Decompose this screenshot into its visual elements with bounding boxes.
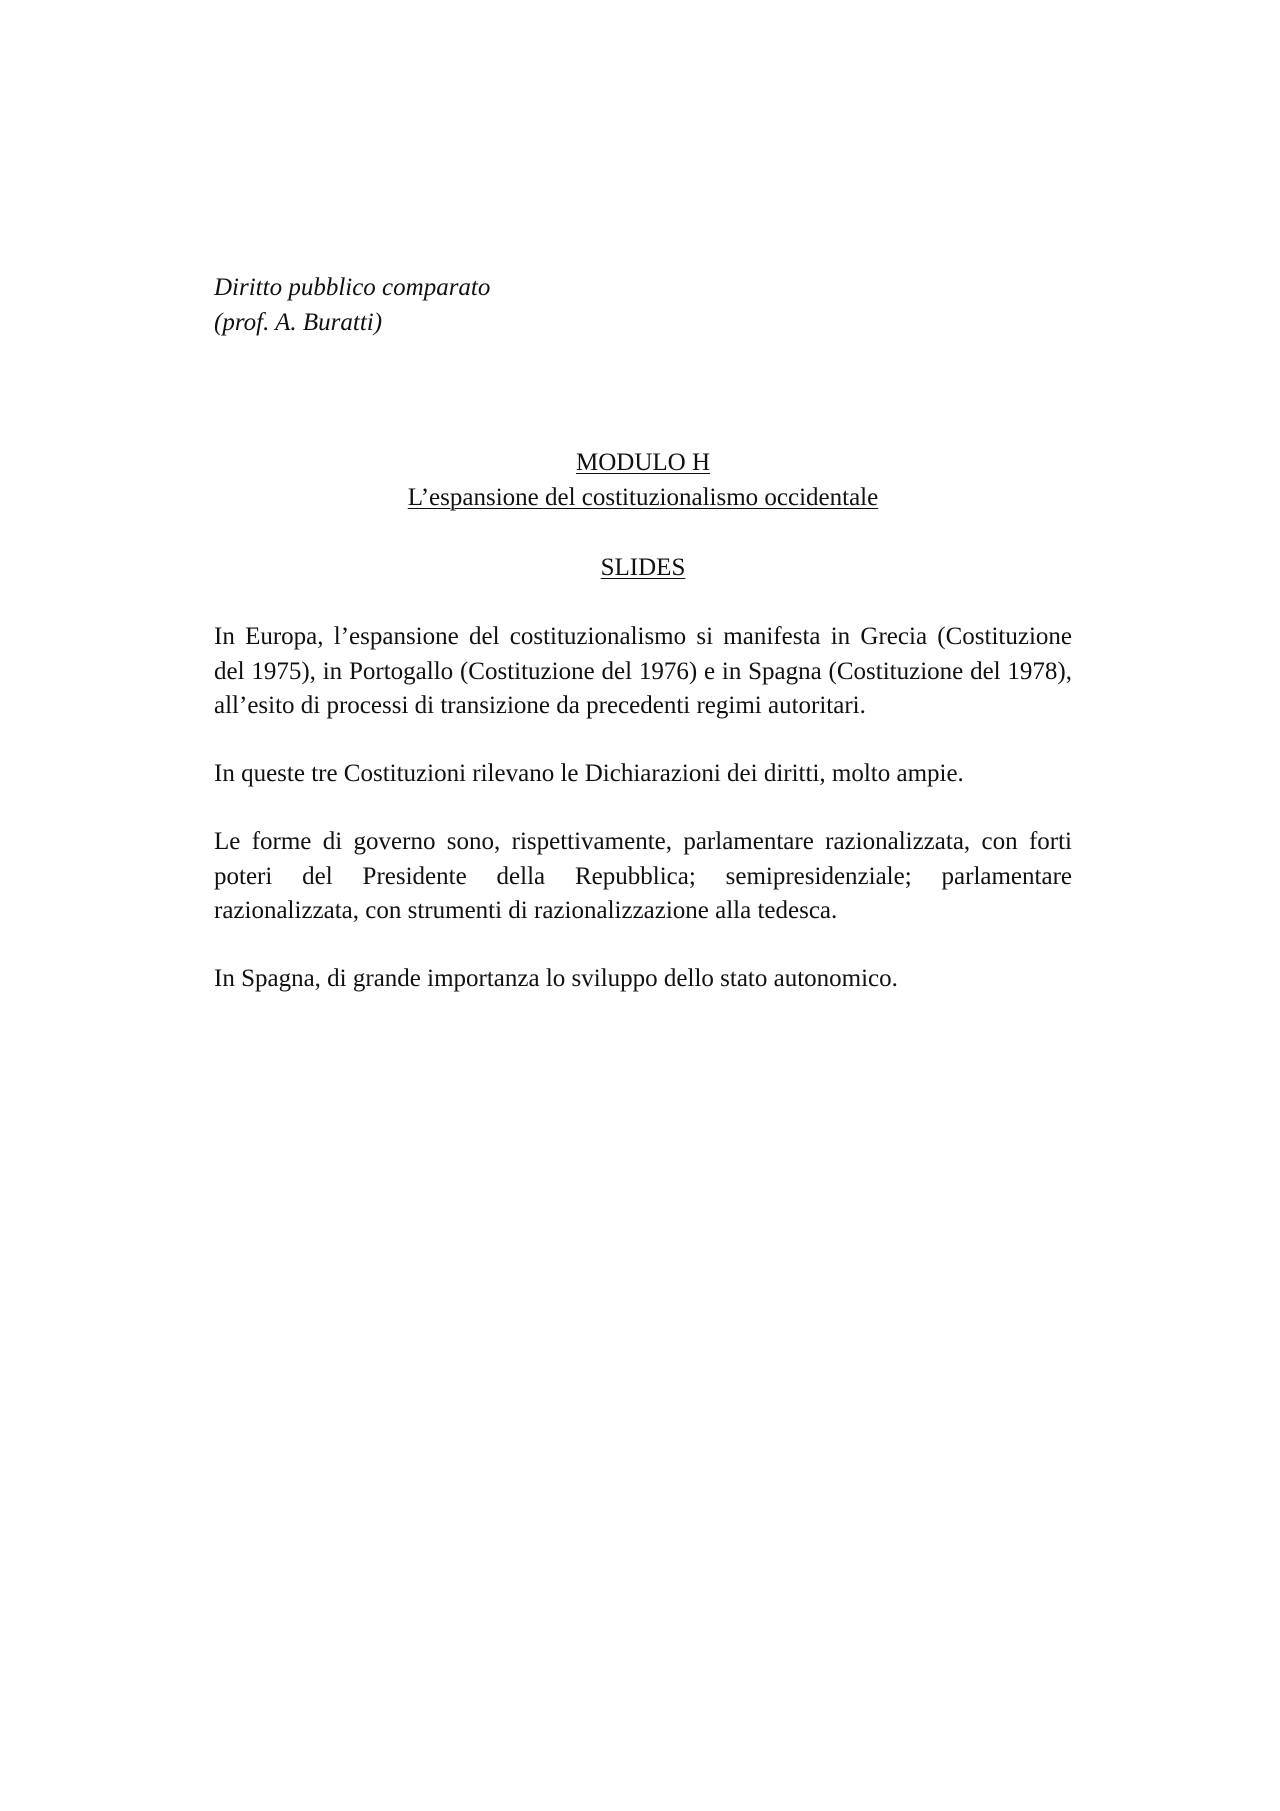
module-heading [214,445,1072,515]
slides-label: SLIDES [600,554,686,581]
course-title: Diritto pubblico comparato [214,274,491,301]
module-subtitle: L’espansione del costituzionalismo occidentale [407,484,879,511]
paragraph-europe: In Europa, l’espansione del costituzionalismo si manifesta in Grecia (Costituzione del 1975), in Portogallo (Costituzione del 1976) e in Spagna (Costituzione del 1978), all’esito di processi di transizione da precedenti regimi autoritari. [214,623,1072,719]
paragraph-declarations: In queste tre Costituzioni rilevano le Dichiarazioni dei diritti, molto ampie. [214,760,964,787]
course-header [214,270,914,340]
paragraph-forms-of-government: Le forme di governo sono, rispettivamente, parlamentare razionalizzata, con forti poteri del Presidente della Repubblica; semipresidenziale; parlamentare razionalizzata, con strumenti di razionalizzazione alla tedesca. [214,828,1072,924]
module-label: MODULO H [575,449,711,476]
professor-name: (prof. A. Buratti) [214,309,383,336]
paragraph-spain: In Spagna, di grande importanza lo sviluppo dello stato autonomico. [214,965,898,992]
